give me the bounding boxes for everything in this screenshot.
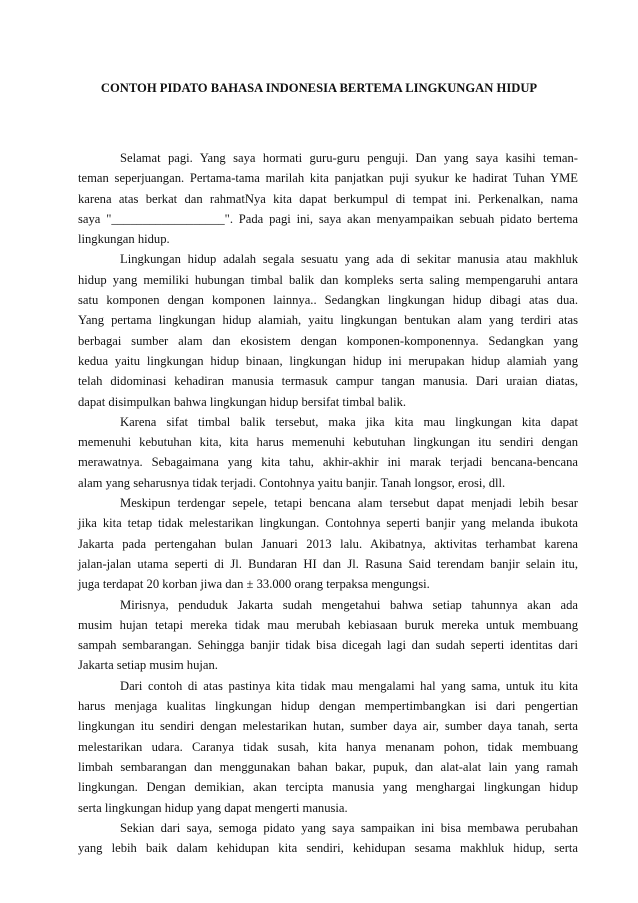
text-line: satu komponen dengan komponen lainnya.. Sedangkan lingkungan hidup dibagi atas dua. <box>78 293 578 308</box>
text-line: berbagai sumber alam dan ekosistem dengan komponen-komponennya. Sedangkan yang <box>78 333 578 348</box>
text-line: limbah sembarangan dan menggunakan bahan bakar, pupuk, dan alat-alat lain yang ramah <box>78 759 578 774</box>
text-line: harus menjaga kualitas lingkungan hidup dengan mempertimbangkan isi dari pengertian <box>78 699 578 714</box>
text-line: karena atas berkat dan rahmatNya kita dapat berkumpul di tempat ini. Perkenalkan, nama <box>78 191 578 206</box>
text-line: teman seperjuangan. Pertama-tama marilah kita panjatkan puji syukur ke hadirat Tuhan YME <box>78 171 578 186</box>
text-line: jika kita tetap tidak melestarikan lingkungan. Contohnya seperti banjir yang melanda ibukota <box>78 516 578 531</box>
text-line: yang lebih baik dalam kehidupan kita sendiri, kehidupan sesama makhluk hidup, serta <box>78 841 578 856</box>
text-line: alam yang seharusnya tidak terjadi. Contohnya yaitu banjir. Tanah longsor, erosi, dll. <box>78 475 506 490</box>
text-line: kedua yaitu lingkungan hidup binaan, lingkungan hidup ini merupakan hidup alamiah yang <box>78 353 578 368</box>
document-body <box>78 148 578 858</box>
text-line: lingkungan itu sendiri dengan melestarikan hutan, sumber daya air, sumber daya tanah, serta <box>78 719 578 734</box>
text-line: lingkungan hidup. <box>78 232 170 247</box>
text-line: jalan-jalan utama seperti di Jl. Bundaran HI dan Jl. Rasuna Said terendam banjir selain itu, <box>78 556 578 571</box>
text-line: Selamat pagi. Yang saya hormati guru-guru penguji. Dan yang saya kasihi teman- <box>120 151 578 165</box>
text-line: saya "__________________". Pada pagi ini, saya akan menyampaikan sebuah pidato bertema <box>78 211 578 226</box>
text-line: Meskipun terdengar sepele, tetapi bencana alam tersebut dapat menjadi lebih besar <box>120 496 578 511</box>
text-line: memenuhi kebutuhan kita, kita harus memenuhi kebutuhan lingkungan itu sendiri dengan <box>78 435 578 450</box>
text-line: Mirisnya, penduduk Jakarta sudah mengetahui bahwa setiap tahunnya akan ada <box>120 597 578 612</box>
document-title: CONTOH PIDATO BAHASA INDONESIA BERTEMA LINGKUNGAN HIDUP <box>100 81 538 95</box>
text-line: merawatnya. Sebagaimana yang kita tahu, akhir-akhir ini marak terjadi bencana-bencana <box>78 455 578 470</box>
text-line: Lingkungan hidup adalah segala sesuatu yang ada di sekitar manusia atau makhluk <box>120 252 578 267</box>
text-line: lingkungan. Dengan demikian, akan tercipta manusia yang menghargai lingkungan hidup <box>78 780 578 795</box>
text-line: Jakarta setiap musim hujan. <box>78 658 218 673</box>
text-line: Dari contoh di atas pastinya kita tidak mau mengalami hal yang sama, untuk itu kita <box>120 678 578 693</box>
text-line: dapat disimpulkan bahwa lingkungan hidup bersifat timbal balik. <box>78 394 407 409</box>
text-line: Yang pertama lingkungan hidup alamiah, yaitu lingkungan bentukan alam yang terdiri atas <box>78 313 578 328</box>
text-line: telah didominasi kehadiran manusia termasuk campur tangan manusia. Dari uraian diatas, <box>78 374 578 389</box>
text-line: melestarikan udara. Caranya tidak susah, kita hanya menanam pohon, tidak membuang <box>78 739 578 754</box>
text-line: Sekian dari saya, semoga pidato yang saya sampaikan ini bisa membawa perubahan <box>120 820 578 835</box>
text-line: serta lingkungan hidup yang dapat mengerti manusia. <box>78 800 348 815</box>
text-line: hidup yang memiliki hubungan timbal balik dan kompleks serta saling mempengaruhi antara <box>78 272 578 287</box>
text-line: Jakarta pada pertengahan bulan Januari 2013 lalu. Akibatnya, aktivitas terhambat karena <box>78 536 578 551</box>
text-line: Karena sifat timbal balik tersebut, maka jika kita mau lingkungan kita dapat <box>120 414 578 429</box>
text-line: musim hujan tetapi mereka tidak mau merubah kebiasaan buruk mereka untuk membuang <box>78 617 578 632</box>
text-line: juga terdapat 20 korban jiwa dan ± 33.000 orang terpaksa mengungsi. <box>78 577 430 592</box>
text-line: sampah sembarangan. Sehingga banjir tidak bisa dicegah lagi dan sudah seperti identitas dari <box>78 638 578 653</box>
